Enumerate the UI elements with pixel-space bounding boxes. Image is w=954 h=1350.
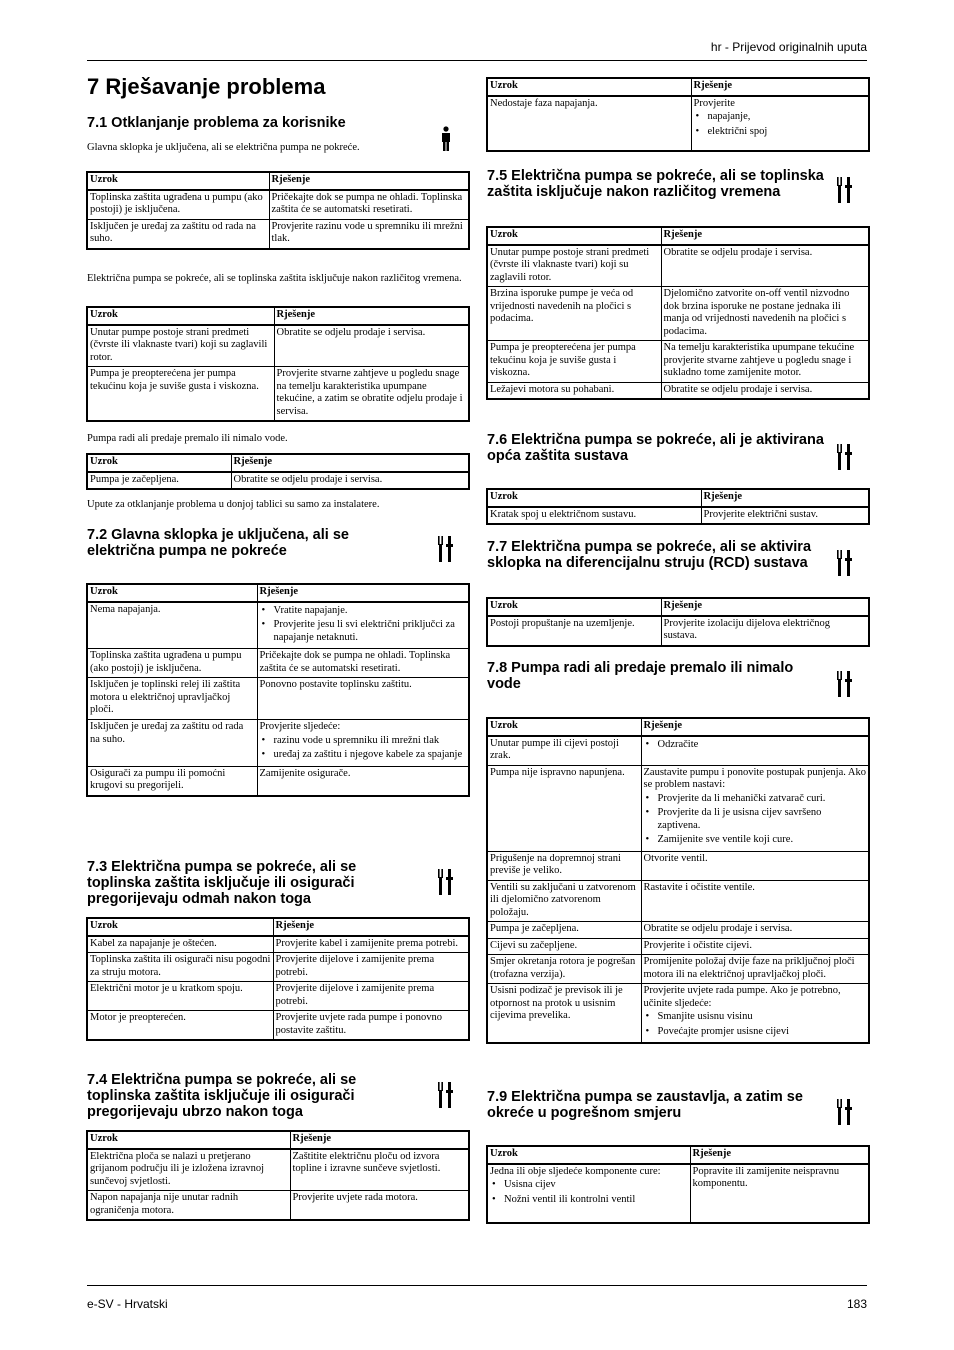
table-7-1-c: Uzrok Rješenje Pumpa je začepljena. Obratite se odjelu prodaje i servisa. (86, 453, 470, 490)
table-row: Unutar pumpe ili cijevi postoji zrak. • Odzračite (487, 736, 869, 766)
table-row: Toplinska zaštita ugrađena u pumpu (ako postoji) je isključena. Pričekajte dok se pumpa ne ohladi. Toplinska zaštita će se automatski resetirati. (87, 190, 469, 220)
tools-icon (836, 671, 852, 697)
table-7-6: Uzrok Rješenje Kratak spoj u električnom sustavu. Provjerite električni sustav. (486, 488, 870, 525)
table-row: Ležajevi motora su pohabani. Obratite se odjelu prodaje i servisa. (487, 382, 869, 399)
table-row: Toplinska zaštita ili osigurači nisu pogodni za struju motora. Provjerite dijelove i zamijenite prema potrebi. (87, 953, 469, 982)
table-row: Prigušenje na dopremnoj strani previše je veliko. Otvorite ventil. (487, 851, 869, 880)
table-row: Električni motor je u kratkom spoju. Provjerite dijelove i zamijenite prema potrebi. (87, 982, 469, 1011)
tools-icon (437, 536, 453, 562)
page-number: 183 (846, 1297, 867, 1311)
tools-icon (437, 1082, 453, 1108)
table-7-1-b: Uzrok Rješenje Unutar pumpe postoje strani predmeti (čvrste ili vlaknaste tvari) koji su zaglavili rotor. Obratite se odjelu prodaje i servisa. Pumpa je preopterećena jer pumpa tekućinu koja je suviše gusta i viskozna. Provjerite stvarne zahtjeve u pogledu snage na temelju karakteristika upumpane tekućine, a zatim se obratite odjelu prodaje i servisa. (86, 306, 470, 422)
section-7-7-title: 7.7 Električna pumpa se pokreće, ali se aktivira sklopka na diferencijalnu struju (RCD) sustava (487, 539, 812, 571)
section-7-1-p3: Pumpa radi ali predaje premalo ili nimalo vode. (87, 433, 288, 444)
table-row: Jedna ili obje sljedeće komponente cure: • Usisna cijev • Nožni ventil ili kontrolni ventil Popravite ili zamijenite neispravnu komponentu. (487, 1164, 869, 1223)
table-row: Isključen je uređaj za zaštitu od rada na suho. Provjerite sljedeće: • razinu vode u spremniku ili mrežni tlak • uređaj za zaštitu i njegove kabele za spajanje (87, 720, 469, 767)
table-row: Kabel za napajanje je oštećen. Provjerite kabel i zamijenite prema potrebi. (87, 936, 469, 953)
section-7-1-p2: Električna pumpa se pokreće, ali se toplinska zaštita isključuje nakon različitog vremena. (87, 273, 462, 284)
table-continued: Uzrok Rješenje Nedostaje faza napajanja. Provjerite • napajanje, • električni spoj (486, 77, 870, 152)
table-row: Isključen je uređaj za zaštitu od rada na suho. Provjerite razinu vode u spremniku ili mrežni tlak. (87, 219, 469, 249)
table-7-8: Uzrok Rješenje Unutar pumpe ili cijevi postoji zrak. • Odzračite Pumpa nije ispravno napunjena. Zaustavite pumpu i ponovite postupak punjenja. Ako se problem nastavi: • Provjerite da li mehanički zatvarač curi. • Provjerite da li je usisna cijev savršeno zaptivena. • Zamijenite sve ventile koji cure. Prigušenje na dopremnoj strani previše je veliko. Otvorite ventil. Ventili su zaključani u zatvorenom ili djelomično zatvorenom položaju. Rastavite i očistite ventile. Pumpa je začepljena. Obratite se odjelu prodaje i servisa. Cijevi su začepljene. Provjerite i očistite cijevi. Smjer okretanja rotora je pogrešan (trofazna verzija). Promijenite položaj dvije faze na priključnoj ploči motora ili na električnoj upravljačkoj ploči. Usisni podizač je previsok ili je otpornost na protok u usisnim cijevima prevelika. Provjerite uvjete rada pumpe. Ako je potrebno, učinite sljedeće: • Smanjite usisnu visinu • Povećajte promjer usisne cijevi (486, 717, 870, 1044)
table-7-2: Uzrok Rješenje Nema napajanja. • Vratite napajanje. • Provjerite jesu li svi električni priključci za napajanje netaknuti. Toplinska zaštita ugrađena u pumpu (ako postoji) je isključena. Pričekajte dok se pumpa ne ohladi. Toplinska zaštita će se automatski resetirati. Isključen je toplinski relej ili zaštita motora u električnoj upravljačkoj ploči. Ponovno postavite toplinsku zaštitu. Isključen je uređaj za zaštitu od rada na suho. Provjerite sljedeće: • razinu vode u spremniku ili mrežni tlak • uređaj za zaštitu i njegove kabele za spajanje Osigurači za pumpu ili pomoćni krugovi su pregorijeli. Zamijenite osigurače. (86, 583, 470, 797)
table-row: Unutar pumpe postoje strani predmeti (čvrste ili vlaknaste tvari) koji su zaglavili rotor. Obratite se odjelu prodaje i servisa. (487, 245, 869, 287)
section-7-8-title: 7.8 Pumpa radi ali predaje premalo ili nimalo vode (487, 660, 794, 692)
chapter-title: 7 Rješavanje problema (87, 74, 326, 99)
tools-icon (836, 1099, 852, 1125)
table-row: Pumpa je preopterećena jer pumpa tekućinu koja je suviše gusta i viskozna. Na temelju karakteristika upumpane tekućine provjerite stvarne zahtjeve u pogledu snage i sukladno tome zamijenite motor. (487, 341, 869, 383)
footer-rule (87, 1285, 867, 1286)
table-row: Električna ploča se nalazi u pretjerano grijanom području ili je izložena izravnoj sunčevoj svjetlosti. Zaštitite električnu ploču od izvora topline i izravne sunčeve svjetlosti. (87, 1149, 469, 1191)
section-7-2-title: 7.2 Glavna sklopka je uključena, ali se električna pumpa ne pokreće (87, 527, 349, 559)
table-row: Nedostaje faza napajanja. Provjerite • napajanje, • električni spoj (487, 96, 869, 151)
table-7-3: Uzrok Rješenje Kabel za napajanje je oštećen. Provjerite kabel i zamijenite prema potrebi. Toplinska zaštita ili osigurači nisu pogodni za struju motora. Provjerite dijelove i zamijenite prema potrebi. Električni motor je u kratkom spoju. Provjerite dijelove i zamijenite prema potrebi. Motor je preopterećen. Provjerite uvjete rada pumpe i ponovno postavite zaštitu. (86, 917, 470, 1041)
table-7-5: Uzrok Rješenje Unutar pumpe postoje strani predmeti (čvrste ili vlaknaste tvari) koji su zaglavili rotor. Obratite se odjelu prodaje i servisa. Brzina isporuke pumpe je veća od vrijednosti navedenih na pločici s podacima. Djelomično zatvorite on-off ventil nizvodno dok brzina isporuke ne postane jednaka ili manja od vrijednosti navedenih na pločici s podacima. Pumpa je preopterećena jer pumpa tekućinu koja je suviše gusta i viskozna. Na temelju karakteristika upumpane tekućine provjerite stvarne zahtjeve u pogledu snage i sukladno tome zamijenite motor. Ležajevi motora su pohabani. Obratite se odjelu prodaje i servisa. (486, 226, 870, 400)
table-7-9: Uzrok Rješenje Jedna ili obje sljedeće komponente cure: • Usisna cijev • Nožni ventil ili kontrolni ventil Popravite ili zamijenite neispravnu komponentu. (486, 1145, 870, 1224)
table-row: Unutar pumpe postoje strani predmeti (čvrste ili vlaknaste tvari) koji su zaglavili rotor. Obratite se odjelu prodaje i servisa. (87, 325, 469, 367)
table-row: Pumpa je začepljena. Obratite se odjelu prodaje i servisa. (487, 922, 869, 939)
section-7-9-title: 7.9 Električna pumpa se zaustavlja, a zatim se okreće u pogrešnom smjeru (487, 1089, 803, 1121)
table-row: Kratak spoj u električnom sustavu. Provjerite električni sustav. (487, 507, 869, 525)
table-row: Pumpa je začepljena. Obratite se odjelu prodaje i servisa. (87, 472, 469, 490)
table-row: Nema napajanja. • Vratite napajanje. • Provjerite jesu li svi električni priključci za napajanje netaknuti. (87, 602, 469, 649)
running-header: hr - Prijevod originalnih uputa (710, 40, 867, 54)
tools-icon (836, 177, 852, 203)
table-row: Pumpa nije ispravno napunjena. Zaustavite pumpu i ponovite postupak punjenja. Ako se problem nastavi: • Provjerite da li mehanički zatvarač curi. • Provjerite da li je usisna cijev savršeno zaptivena. • Zamijenite sve ventile koji cure. (487, 765, 869, 851)
table-row: Isključen je toplinski relej ili zaštita motora u električnoj upravljačkoj ploči. Ponovno postavite toplinsku zaštitu. (87, 678, 469, 720)
table-row: Napon napajanja nije unutar radnih ograničenja motora. Provjerite uvjete rada motora. (87, 1191, 469, 1221)
section-7-3-title: 7.3 Električna pumpa se pokreće, ali se toplinska zaštita isključuje ili osigurači pregorijevaju odmah nakon toga (87, 859, 357, 907)
col-header-cause: Uzrok (87, 172, 269, 190)
tools-icon (437, 869, 453, 895)
table-row: Postoji propuštanje na uzemljenje. Provjerite izolaciju dijelova električnog sustava. (487, 616, 869, 646)
table-7-4: Uzrok Rješenje Električna ploča se nalazi u pretjerano grijanom području ili je izložena izravnoj sunčevoj svjetlosti. Zaštitite električnu ploču od izvora topline i izravne sunčeve svjetlosti. Napon napajanja nije unutar radnih ograničenja motora. Provjerite uvjete rada motora. (86, 1130, 470, 1221)
table-row: Ventili su zaključani u zatvorenom ili djelomično zatvorenom položaju. Rastavite i očistite ventile. (487, 880, 869, 922)
section-7-5-title: 7.5 Električna pumpa se pokreće, ali se toplinska zaštita isključuje nakon različitog vremena (487, 168, 824, 200)
section-7-1-p4: Upute za otklanjanje problema u donjoj tablici su samo za instalatere. (87, 499, 380, 510)
tools-icon (836, 550, 852, 576)
table-row: Smjer okretanja rotora je pogrešan (trofazna verzija). Promijenite položaj dvije faze na priključnoj ploči motora ili na električnoj upravljačkoj ploči. (487, 955, 869, 984)
header-rule (87, 60, 867, 61)
table-row: Osigurači za pumpu ili pomoćni krugovi su pregorijeli. Zamijenite osigurače. (87, 766, 469, 796)
table-7-1-a (86, 171, 470, 250)
col-header-solution: Rješenje (269, 172, 469, 190)
table-row: Motor je preopterećen. Provjerite uvjete rada pumpe i ponovno postavite zaštitu. (87, 1011, 469, 1041)
footer-left: e-SV - Hrvatski (87, 1297, 168, 1311)
section-7-4-title: 7.4 Električna pumpa se pokreće, ali se toplinska zaštita isključuje ili osigurači pregorijevaju ubrzo nakon toga (87, 1072, 357, 1120)
table-row: Toplinska zaštita ugrađena u pumpu (ako postoji) je isključena. Pričekajte dok se pumpa ne ohladi. Toplinska zaštita će se automatski resetirati. (87, 649, 469, 678)
section-7-1-intro: Glavna sklopka je uključena, ali se električna pumpa ne pokreće. (87, 142, 360, 153)
table-row: Pumpa je preopterećena jer pumpa tekućinu koja je suviše gusta i viskozna. Provjerite stvarne zahtjeve u pogledu snage na temelju karakteristika upumpane tekućine, a zatim se obratite odjelu prodaje i servisa. (87, 367, 469, 422)
table-row: Brzina isporuke pumpe je veća od vrijednosti navedenih na pločici s podacima. Djelomično zatvorite on-off ventil nizvodno dok brzina isporuke ne postane jednaka ili manja od vrijednosti navedenih na pločici s podacima. (487, 287, 869, 341)
table-7-7: Uzrok Rješenje Postoji propuštanje na uzemljenje. Provjerite izolaciju dijelova električnog sustava. (486, 597, 870, 647)
section-7-6-title: 7.6 Električna pumpa se pokreće, ali je aktivirana opća zaštita sustava (487, 432, 824, 464)
tools-icon (836, 444, 852, 470)
table-row: Usisni podizač je previsok ili je otpornost na protok u usisnim cijevima prevelika. Provjerite uvjete rada pumpe. Ako je potrebno, učinite sljedeće: • Smanjite usisnu visinu • Povećajte promjer usisne cijevi (487, 984, 869, 1044)
section-7-1-title: 7.1 Otklanjanje problema za korisnike (87, 115, 346, 131)
table-row: Cijevi su začepljene. Provjerite i očistite cijevi. (487, 938, 869, 955)
